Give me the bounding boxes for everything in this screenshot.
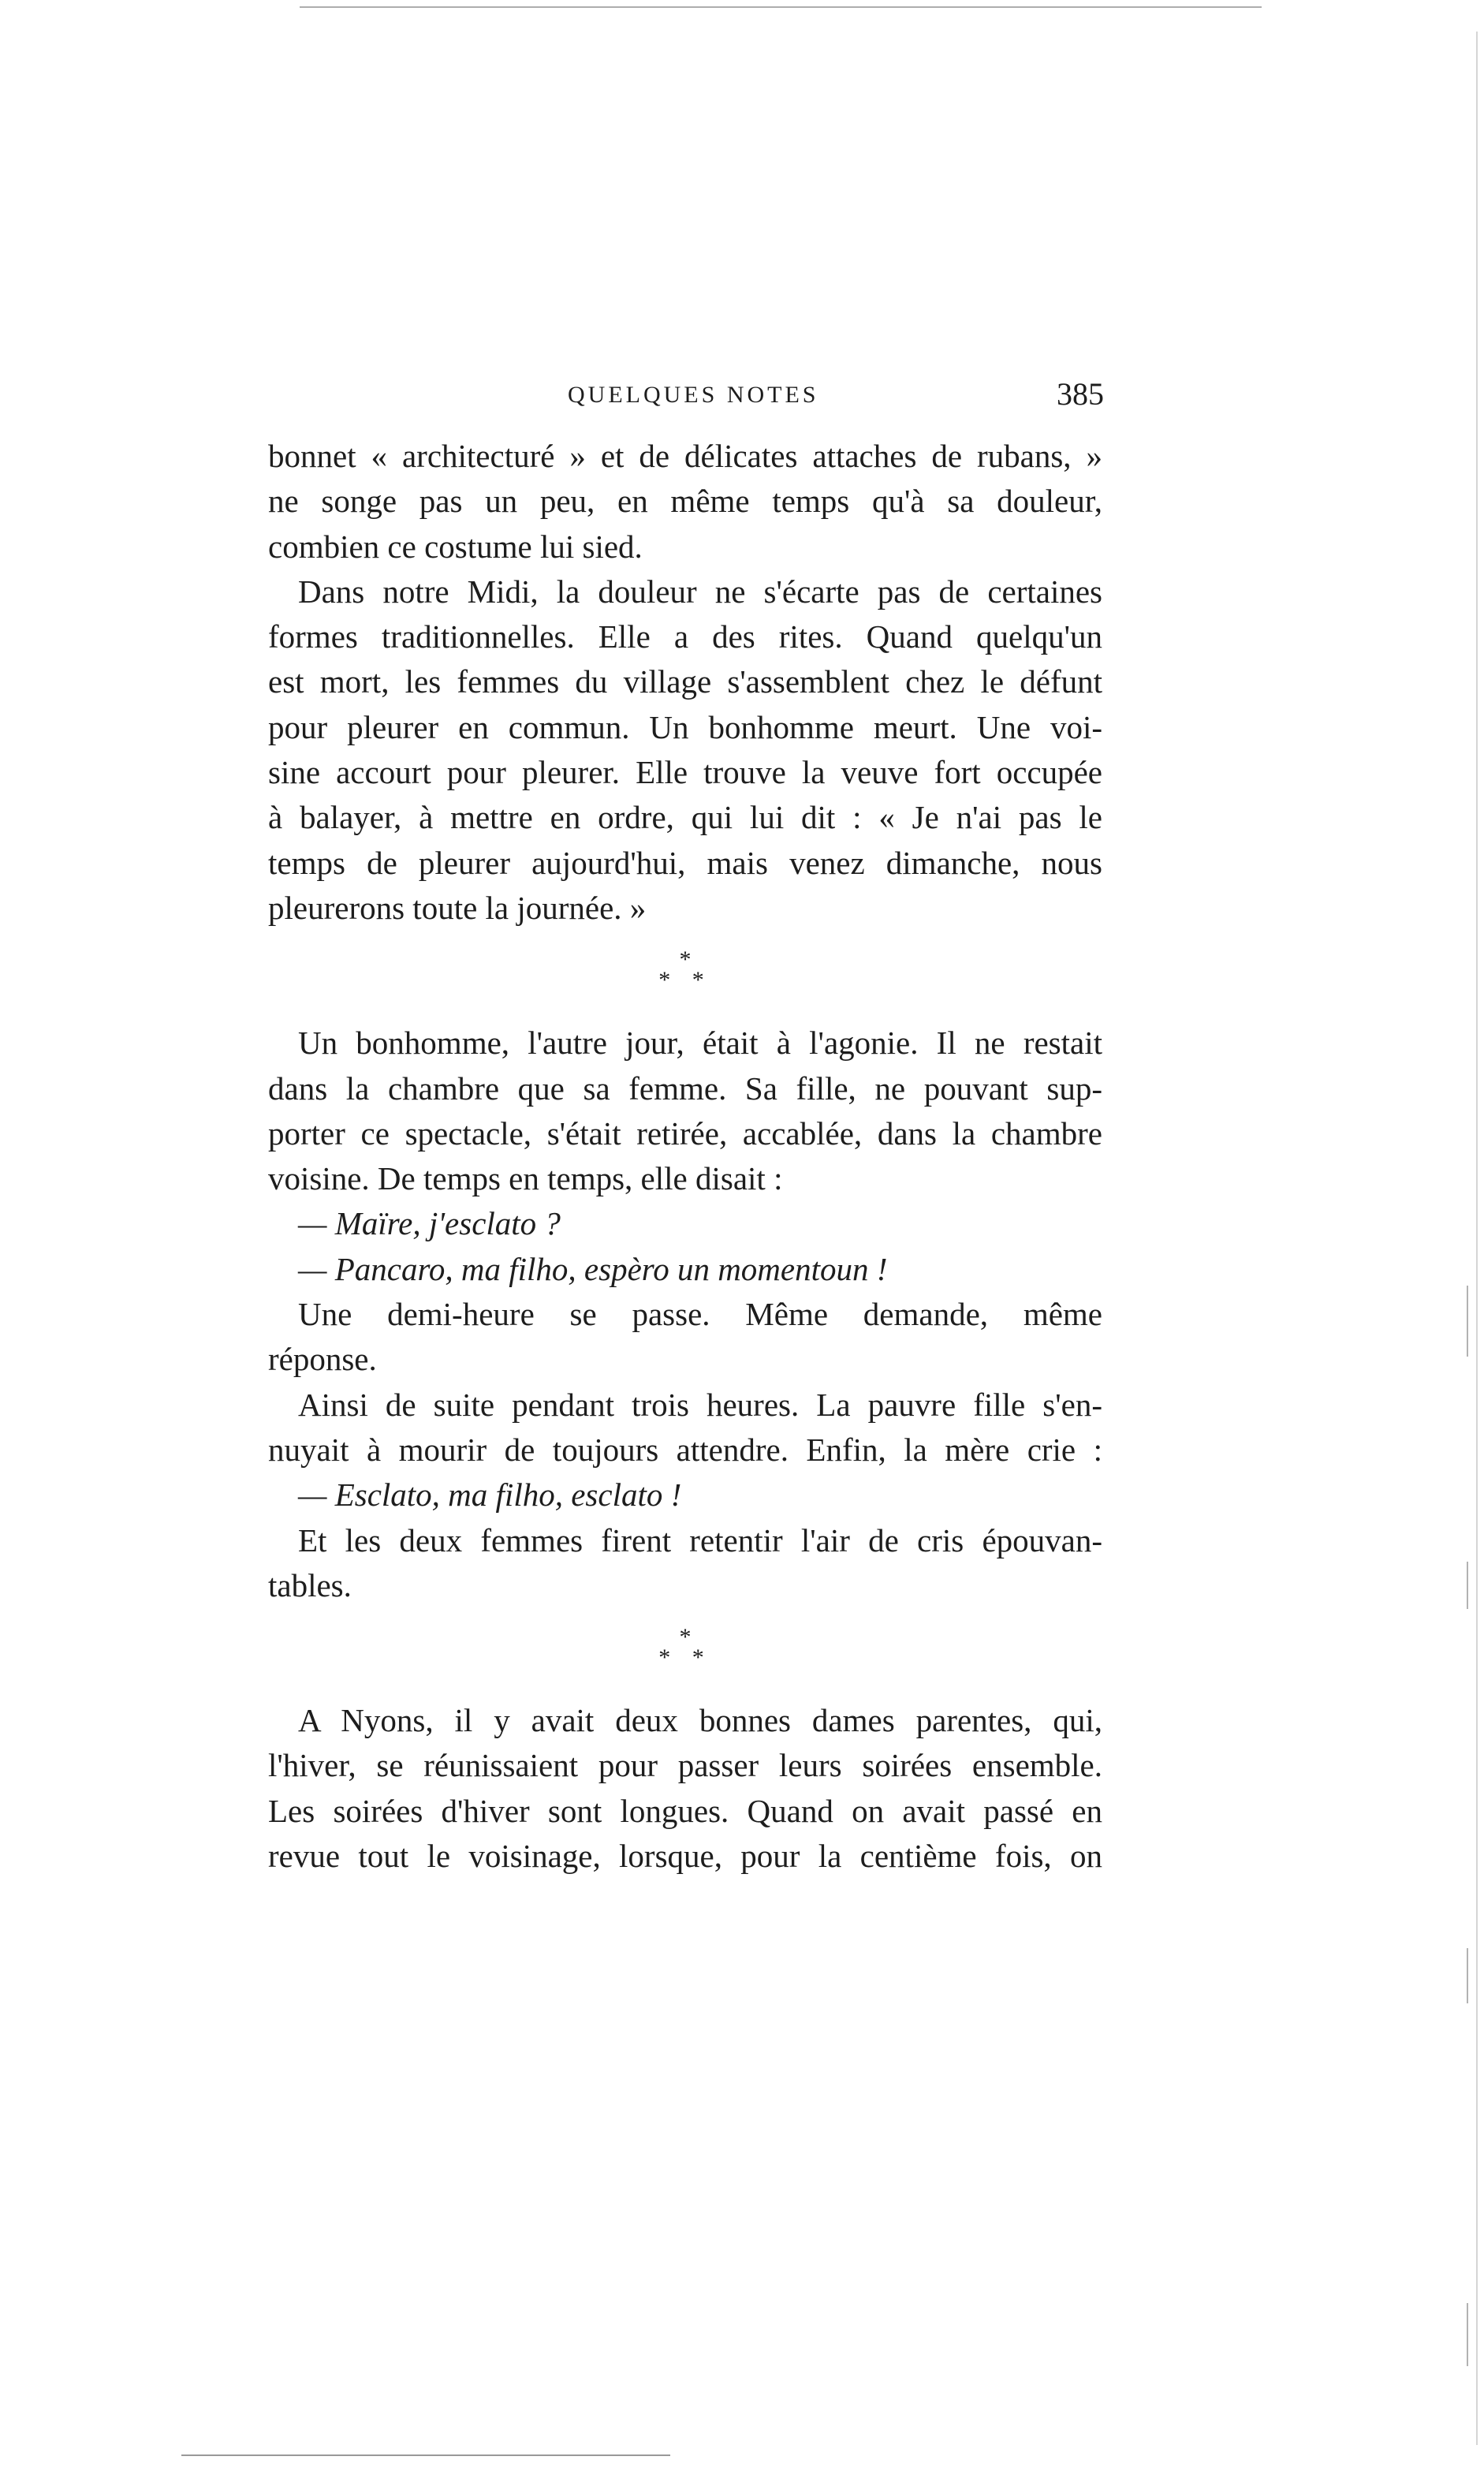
- text-line: combien ce costume lui sied.: [268, 528, 643, 565]
- scan-edge-line-top: [300, 6, 1262, 8]
- text-line: réponse.: [268, 1341, 377, 1378]
- body-text: [268, 434, 1102, 1879]
- section-asterism: [268, 1608, 1102, 1698]
- text-line: sine accourt pour pleurer. Elle trouve la veuve fort occupée: [268, 754, 1102, 791]
- text-line: formes traditionnelles. Elle a des rites. Quand quelqu'un: [268, 618, 1102, 655]
- text-line: Dans notre Midi, la douleur ne s'écarte pas de certaines: [298, 573, 1102, 610]
- asterism-top: *: [679, 1624, 692, 1651]
- running-head: [268, 375, 1104, 423]
- section-asterism: [268, 931, 1102, 1021]
- scan-mark: [1467, 2303, 1468, 2366]
- text-line: A Nyons, il y avait deux bonnes dames parentes, qui,: [298, 1702, 1102, 1739]
- paragraph: [268, 434, 1102, 569]
- text-line: Et les deux femmes firent retentir l'air de cris épouvan-: [298, 1521, 1102, 1559]
- scan-edge-line-bottom: [181, 2454, 670, 2456]
- text-line: à balayer, à mettre en ordre, qui lui dit : « Je n'ai pas le: [268, 799, 1102, 836]
- text-line: dans la chambre que sa femme. Sa fille, ne pouvant sup-: [268, 1070, 1102, 1107]
- paragraph: [268, 1021, 1102, 1201]
- dialogue-line: — Pancaro, ma filho, espèro un momentoun !: [298, 1250, 888, 1287]
- text-line: porter ce spectacle, s'était retirée, accablée, dans la chambre: [268, 1114, 1102, 1152]
- text-line: pour pleurer en commun. Un bonhomme meurt. Une voi-: [268, 708, 1102, 745]
- text-line: est mort, les femmes du village s'assemblent chez le défunt: [268, 663, 1102, 700]
- text-line: l'hiver, se réunissaient pour passer leurs soirées ensemble.: [268, 1747, 1102, 1784]
- text-line: nuyait à mourir de toujours attendre. Enfin, la mère crie :: [268, 1431, 1102, 1468]
- text-line: voisine. De temps en temps, elle disait :: [268, 1160, 783, 1197]
- text-line: temps de pleurer aujourd'hui, mais venez dimanche, nous: [268, 844, 1102, 881]
- paragraph: [268, 1518, 1102, 1609]
- text-line: pleurerons toute la journée. »: [268, 889, 647, 926]
- text-line: revue tout le voisinage, lorsque, pour la centième fois, on: [268, 1838, 1102, 1875]
- text-line: Un bonhomme, l'autre jour, était à l'agonie. Il ne restait: [298, 1025, 1102, 1062]
- scan-mark: [1467, 1286, 1468, 1357]
- paragraph: [268, 1698, 1102, 1879]
- text-line: ne songe pas un peu, en même temps qu'à sa douleur,: [268, 483, 1102, 520]
- text-line: tables.: [268, 1566, 352, 1603]
- scan-mark: [1467, 1562, 1468, 1609]
- running-title: QUELQUES NOTES: [568, 382, 819, 408]
- dialogue-line: — Maïre, j'esclato ?: [298, 1205, 561, 1242]
- text-line: Une demi-heure se passe. Même demande, même: [298, 1296, 1102, 1333]
- text-line: Ainsi de suite pendant trois heures. La pauvre fille s'en-: [298, 1386, 1102, 1423]
- dialogue-line: — Esclato, ma filho, esclato !: [298, 1476, 682, 1514]
- asterism-bottom: * *: [658, 1644, 712, 1671]
- paragraph: [268, 1292, 1102, 1383]
- asterism-bottom: * *: [658, 967, 712, 994]
- scan-edge-line-right: [1476, 32, 1478, 2445]
- paragraph: [268, 1383, 1102, 1473]
- scan-mark: [1467, 1948, 1468, 2003]
- asterism-top: *: [679, 946, 692, 973]
- text-line: Les soirées d'hiver sont longues. Quand on avait passé en: [268, 1792, 1102, 1829]
- paragraph: [268, 569, 1102, 931]
- text-line: bonnet « architecturé » et de délicates attaches de rubans, »: [268, 438, 1102, 474]
- page-number: 385: [1057, 376, 1104, 412]
